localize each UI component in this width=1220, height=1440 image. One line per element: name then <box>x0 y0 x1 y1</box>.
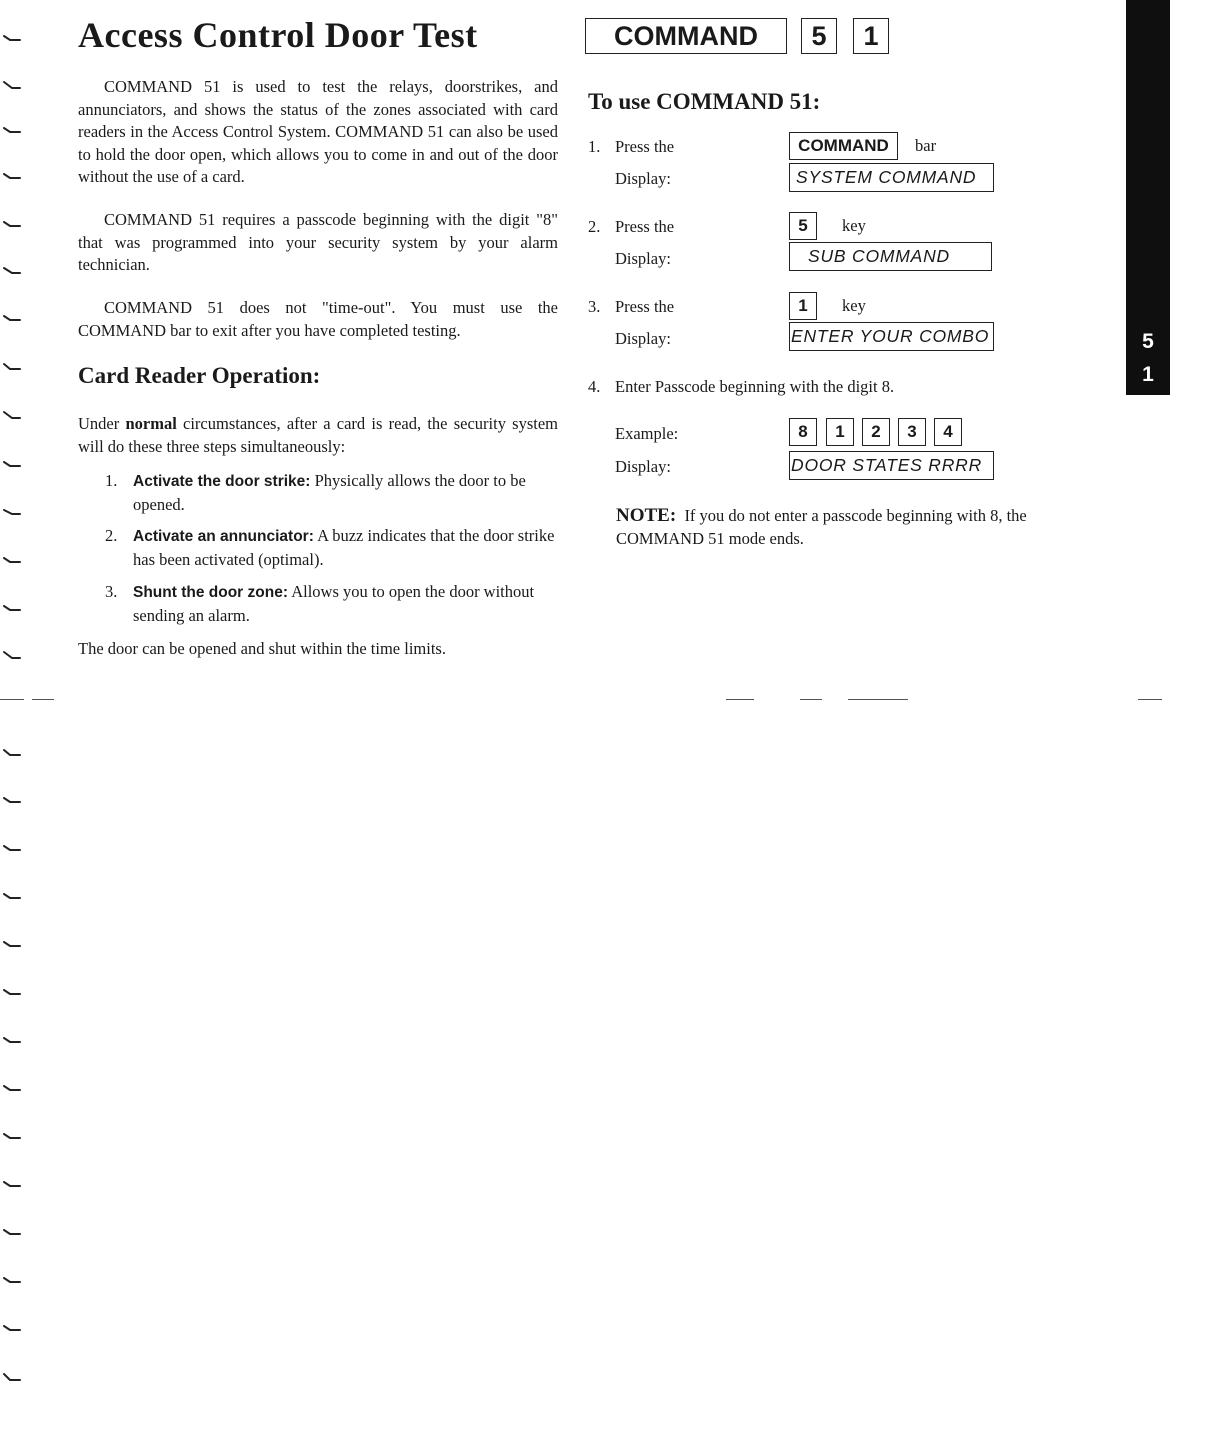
scan-dash <box>1138 699 1162 700</box>
step-number: 4. <box>588 377 601 396</box>
binding-mark <box>4 1326 20 1330</box>
binding-mark <box>4 364 20 369</box>
example-label: Example: <box>615 424 679 443</box>
card-reader-heading: Card Reader Operation: <box>78 363 321 388</box>
scan-dash <box>726 699 754 700</box>
scan-dash <box>32 699 54 700</box>
binding-mark <box>4 942 20 946</box>
binding-mark <box>4 268 20 273</box>
binding-mark <box>4 1374 20 1380</box>
binding-mark <box>4 894 20 898</box>
binding-mark <box>4 798 20 802</box>
step-text: Enter Passcode beginning with the digit 8. <box>615 377 895 396</box>
section-tab-number: 1 <box>1142 363 1154 386</box>
binding-mark <box>4 510 20 514</box>
display-label: Display: <box>615 329 671 348</box>
key-5: 5 <box>789 212 817 240</box>
key-5-header: 5 <box>801 18 837 54</box>
section-tab-number: 5 <box>1142 330 1154 353</box>
example-key: 8 <box>789 418 817 446</box>
binding-mark <box>4 1038 20 1042</box>
note: NOTE: If you do not enter a passcode beginning with 8, the COMMAND 51 mode ends. <box>616 505 1027 548</box>
step-number: 2. <box>588 217 601 236</box>
binding-mark <box>4 1230 20 1234</box>
command-bar-key: COMMAND <box>789 132 898 160</box>
binding-mark <box>4 128 20 132</box>
step-number: 1. <box>588 137 601 156</box>
binding-mark <box>4 316 20 320</box>
binding-mark <box>4 1182 20 1186</box>
key-1: 1 <box>789 292 817 320</box>
step-action: Press the <box>615 217 675 236</box>
step-suffix: bar <box>915 136 937 155</box>
card-reader-lead: Under normal circumstances, after a card is read, the security system will do these three steps simultaneously: <box>78 414 559 456</box>
lcd-display: DOOR STATES RRRR <box>789 451 994 480</box>
key-1-header: 1 <box>853 18 889 54</box>
scan-dash <box>800 699 822 700</box>
command-key-header: COMMAND <box>585 18 787 54</box>
step-suffix: key <box>842 216 866 235</box>
card-reader-item: 3. Shunt the door zone: Allows you to open the door without sending an alarm. <box>105 582 535 625</box>
example-key: 3 <box>898 418 926 446</box>
binding-mark <box>4 652 20 658</box>
intro-paragraph-1: COMMAND 51 is used to test the relays, doorstrikes, and annunciators, and shows the status of the zones associated with card readers in the Access Control System. COMMAND 51 can also be used to hold the door open, which allows you to come in and out of the door without the use of a card. <box>78 77 558 186</box>
binding-mark <box>4 36 20 40</box>
lcd-display: SYSTEM COMMAND <box>789 163 994 192</box>
binding-marks <box>0 0 30 1440</box>
intro-paragraph-2: COMMAND 51 requires a passcode beginning with the digit "8" that was programmed into your security system by your alarm technician. <box>78 210 558 274</box>
binding-mark <box>4 174 20 178</box>
binding-mark <box>4 222 20 226</box>
display-label: Display: <box>615 457 671 476</box>
how-to-heading: To use COMMAND 51: <box>588 89 821 114</box>
binding-mark <box>4 846 20 850</box>
binding-mark <box>4 750 20 755</box>
binding-mark <box>4 1278 20 1282</box>
binding-mark <box>4 558 20 562</box>
scan-dash <box>0 699 24 700</box>
card-reader-item: 1. Activate the door strike: Physically allows the door to be opened. <box>105 471 526 514</box>
example-key: 4 <box>934 418 962 446</box>
binding-mark <box>4 606 20 610</box>
card-reader-item: 2. Activate an annunciator: A buzz indicates that the door strike has been activated (optimal). <box>105 526 555 569</box>
scan-dash <box>848 699 908 700</box>
binding-mark <box>4 1086 20 1090</box>
binding-mark <box>4 462 20 466</box>
lcd-display: ENTER YOUR COMBO <box>789 322 994 351</box>
card-reader-closing: The door can be opened and shut within the time limits. <box>78 639 446 658</box>
step-action: Press the <box>615 137 675 156</box>
example-key: 2 <box>862 418 890 446</box>
page-title: Access Control Door Test <box>78 15 478 55</box>
binding-mark <box>4 412 20 418</box>
display-label: Display: <box>615 169 671 188</box>
binding-mark <box>4 990 20 994</box>
example-key: 1 <box>826 418 854 446</box>
step-number: 3. <box>588 297 601 316</box>
binding-mark <box>4 82 20 88</box>
step-action: Press the <box>615 297 675 316</box>
intro-paragraph-3: COMMAND 51 does not "time-out". You must use the COMMAND bar to exit after you have completed testing. <box>78 298 558 340</box>
step-suffix: key <box>842 296 866 315</box>
binding-mark <box>4 1134 20 1138</box>
display-label: Display: <box>615 249 671 268</box>
lcd-display: SUB COMMAND <box>789 242 992 271</box>
